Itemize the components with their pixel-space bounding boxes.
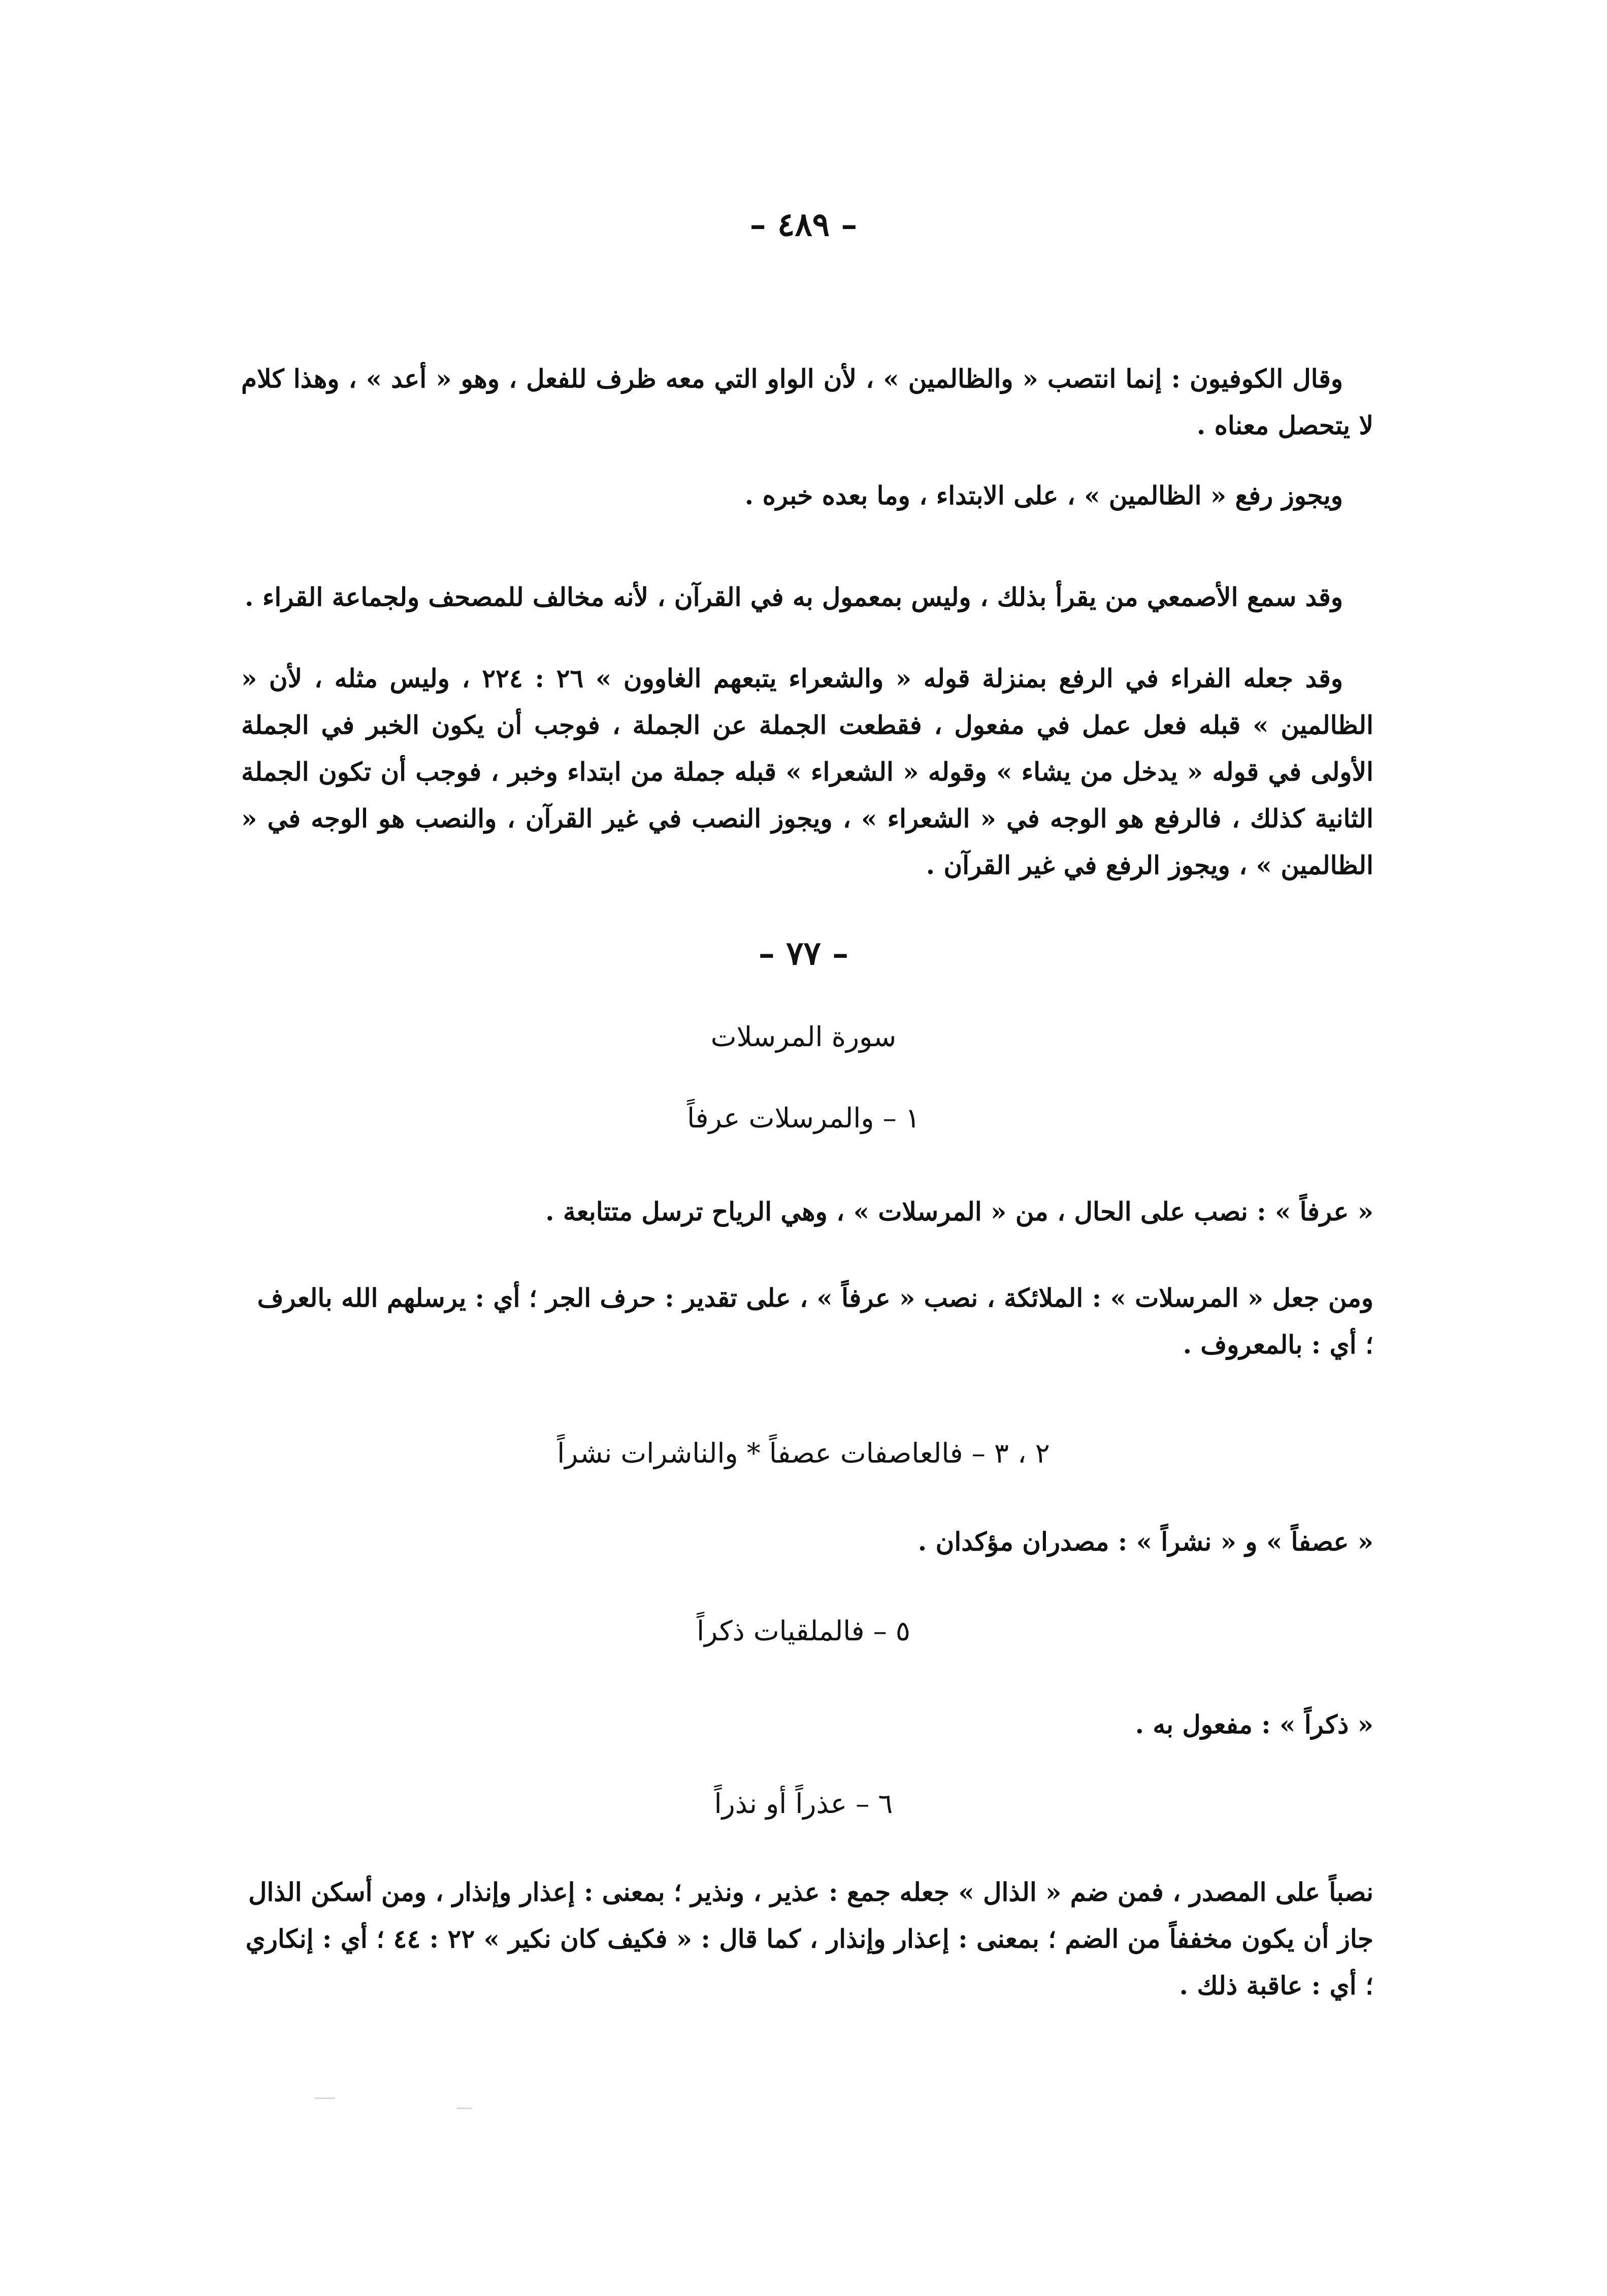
paragraph-farra <box>241 655 1373 889</box>
paragraph-text: وقد جعله الفراء في الرفع بمنزلة قوله « والشعراء يتبعهم الغاوون » ٢٦ : ٢٢٤ ، وليس مثله ، لأن « الظالمين » قبله فعل عمل في مفعول ، فقطعت الجملة عن الجملة ، فوجب أن يكون الخبر في الجملة الأولى في قوله « يدخل من يشاء » وقوله « الشعراء » قبله جملة من ابتداء وخبر ، فوجب أن تكون الجملة الثانية كذلك ، فالرفع هو الوجه في « الشعراء » ، ويجوز النصب في غير القرآن ، والنصب هو الوجه في « الظالمين » ، ويجوز الرفع في غير القرآن . <box>241 663 1373 880</box>
verse-note: نصباً على المصدر ، فمن ضم « الذال » جعله جمع : عذير ، ونذير ؛ بمعنى : إعذار وإنذار ، ومن أسكن الذال جاز أن يكون مخففاً من الضم ؛ بمعنى : إعذار وإنذار ، كما قال : « فكيف كان نكير » ٢٢ : ٤٤ ؛ أي : إنكاري ؛ أي : عاقبة ذلك . <box>245 1877 1373 2000</box>
paragraph-asmai <box>241 574 1373 621</box>
paragraph-text: وقد سمع الأصمعي من يقرأ بذلك ، وليس بمعمول به في القرآن ، لأنه مخالف للمصحف ولجماعة القراء . <box>245 582 1343 612</box>
verse-note: ومن جعل « المرسلات » : الملائكة ، نصب « عرفاً » ، على تقدير : حرف الجر ؛ أي : يرسلهم الله بالعرف ؛ أي : بالمعروف . <box>257 1283 1373 1360</box>
section-number: – ٧٧ – <box>758 934 849 973</box>
verse-heading: ٢ ، ٣ – فالعاصفات عصفاً * والناشرات نشراً <box>557 1437 1050 1469</box>
verse-note: « عرفاً » : نصب على الحال ، من « المرسلات » ، وهي الرياح ترسل متتابعة . <box>545 1196 1373 1226</box>
paragraph-raf <box>241 472 1373 519</box>
scan-speck <box>457 2108 472 2109</box>
verse-note: « عصفاً » و « نشراً » : مصدران مؤكدان . <box>917 1527 1373 1557</box>
verse-heading: ٥ – فالملقيات ذكراً <box>697 1615 910 1647</box>
section-title: سورة المرسلات <box>710 1021 897 1053</box>
paragraph-kufiyun <box>241 355 1373 449</box>
page-number: – ٤٨٩ – <box>749 206 858 244</box>
paragraph-text: وقال الكوفيون : إنما انتصب « والظالمين » ، لأن الواو التي معه ظرف للفعل ، وهو « أعد » ، وهذا كلام لا يتحصل معناه . <box>241 364 1373 440</box>
paragraph-text: ويجوز رفع « الظالمين » ، على الابتداء ، وما بعده خبره . <box>744 480 1343 510</box>
verse-note: « ذكراً » : مفعول به . <box>1135 1709 1373 1739</box>
scan-speck <box>315 2097 335 2099</box>
verse-heading: ١ – والمرسلات عرفاً <box>687 1102 920 1134</box>
verse-heading: ٦ – عذراً أو نذراً <box>714 1788 893 1820</box>
